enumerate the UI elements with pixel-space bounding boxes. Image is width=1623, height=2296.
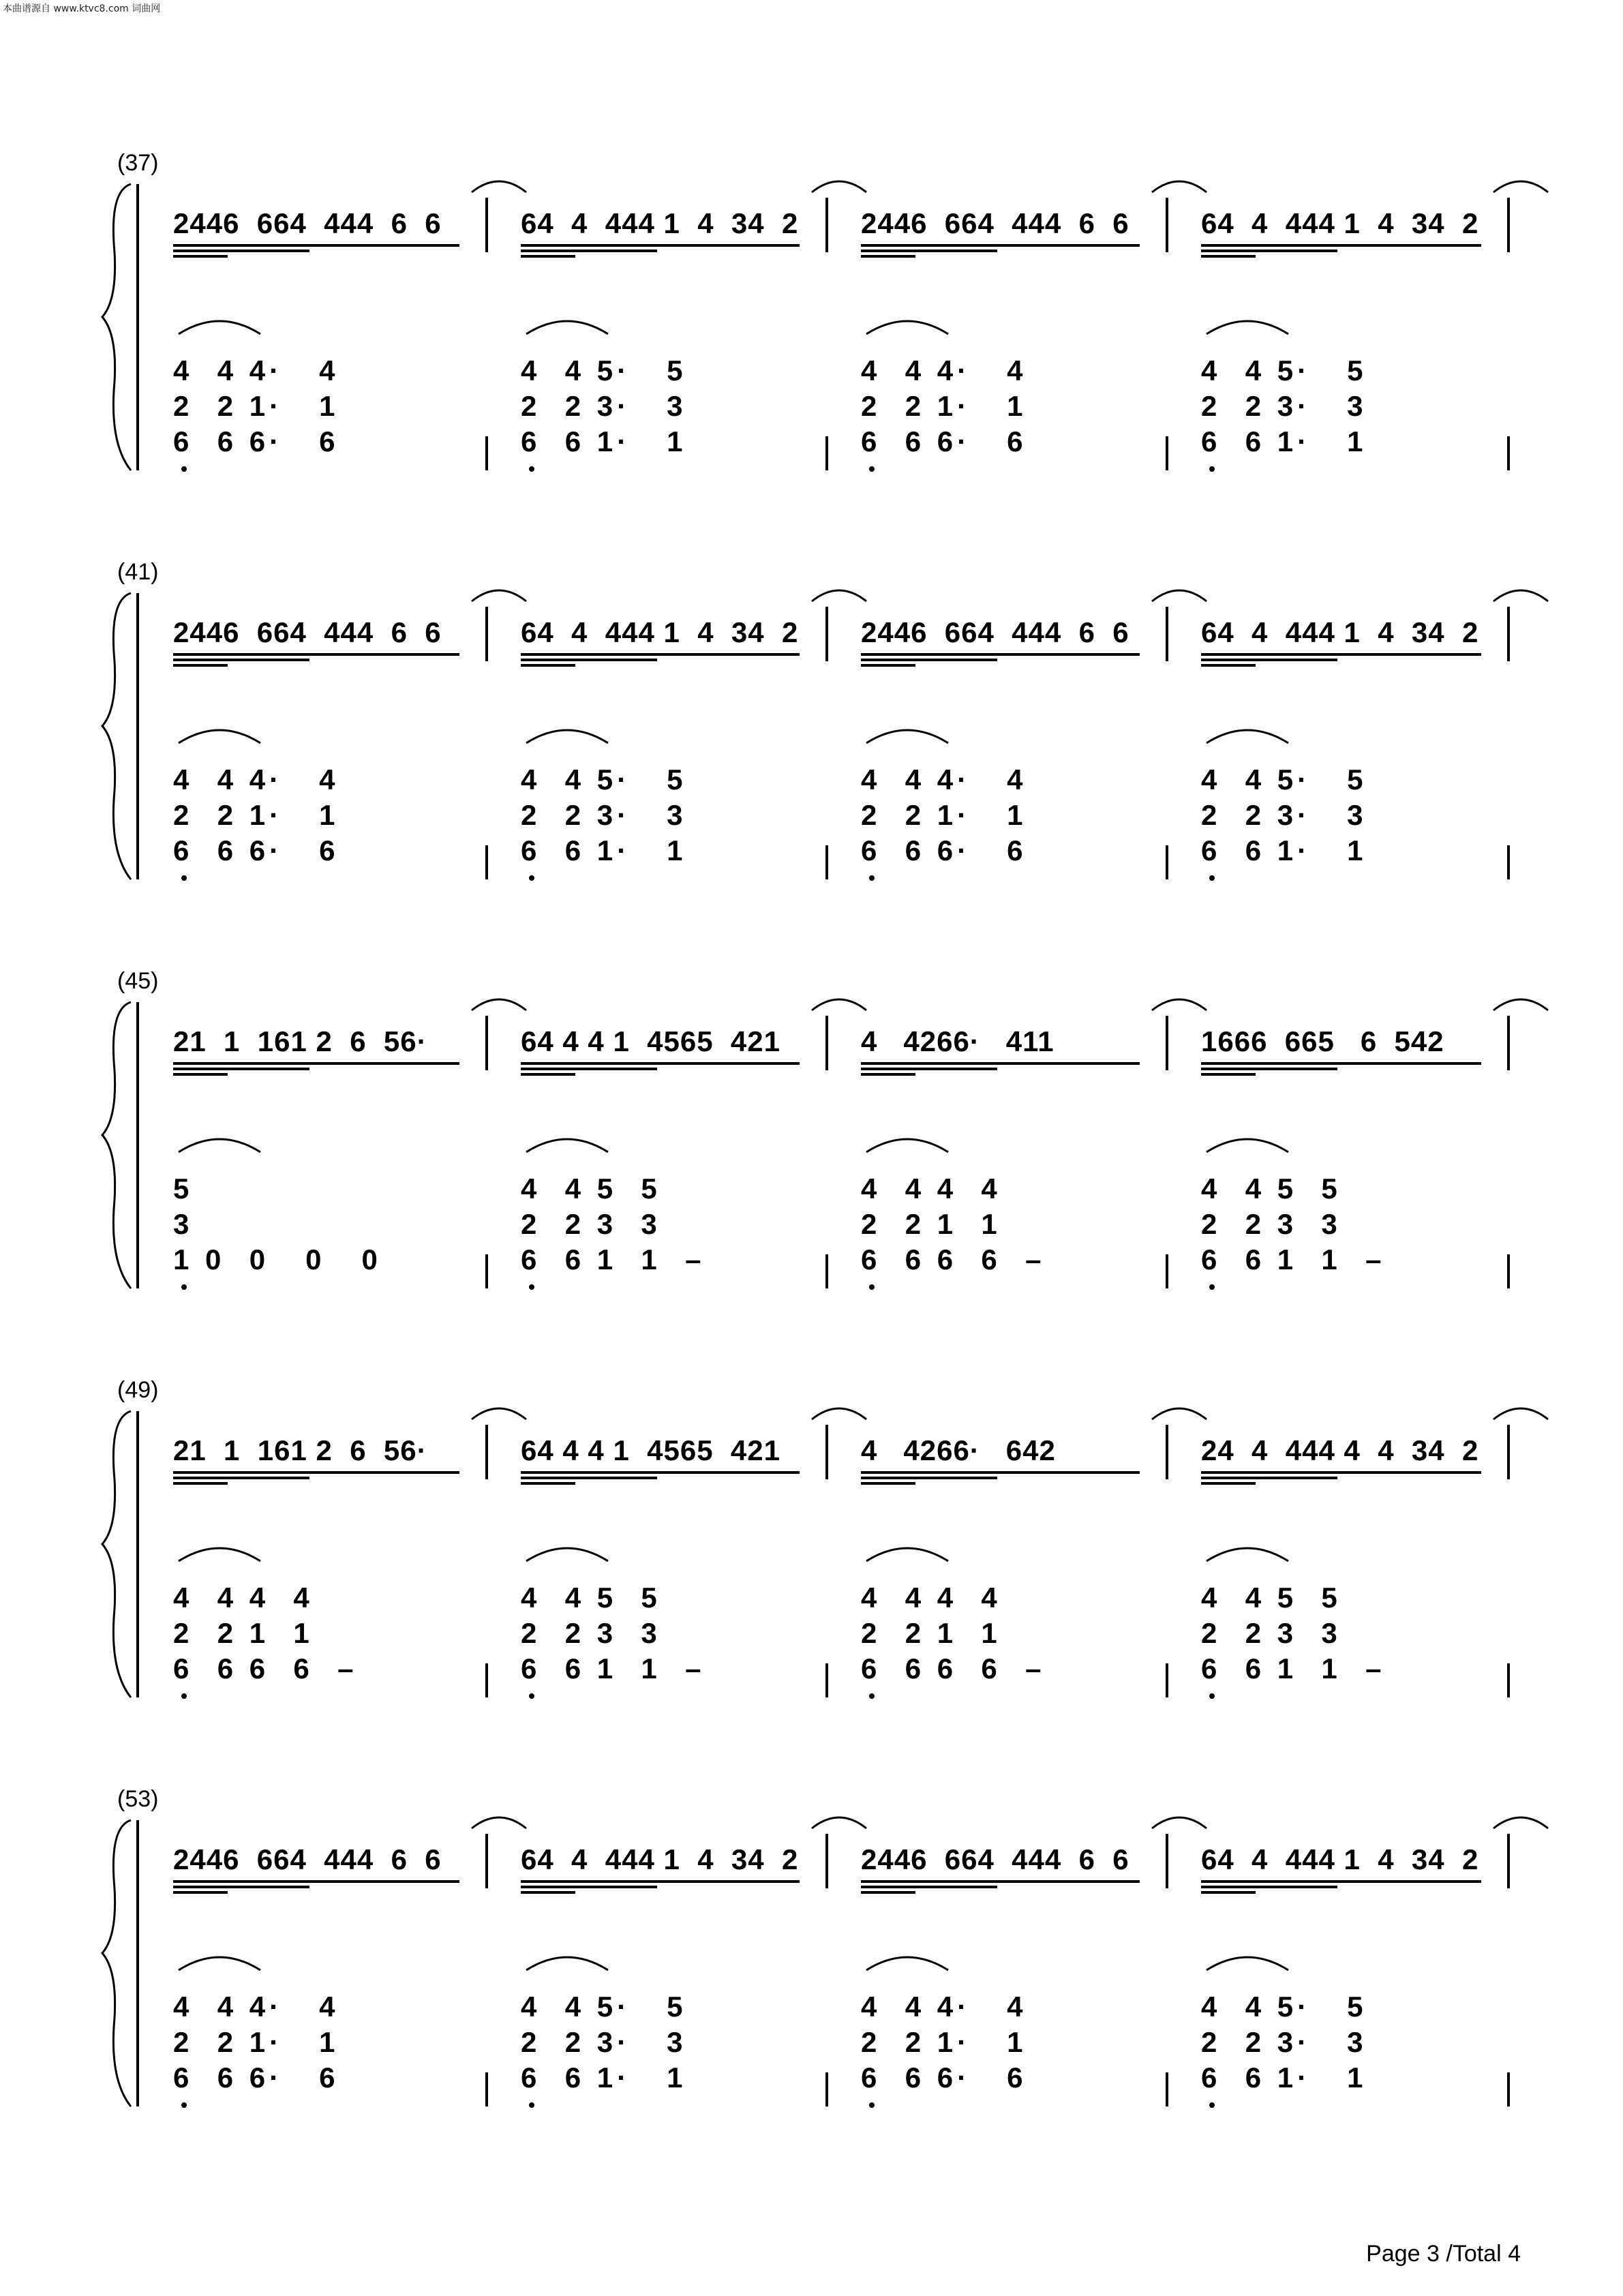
slur bbox=[179, 730, 260, 743]
octave-dot bbox=[181, 875, 187, 881]
beam bbox=[521, 653, 800, 656]
beam bbox=[521, 255, 575, 258]
tie bbox=[812, 590, 866, 601]
treble-notes: 21 1 161 2 6 56· bbox=[173, 1025, 427, 1057]
beam bbox=[521, 664, 575, 667]
bass-upper-notes: 4 4 4· 4 bbox=[173, 354, 339, 387]
tie bbox=[1493, 1408, 1548, 1419]
beam bbox=[861, 1477, 997, 1479]
score-system bbox=[0, 1377, 1623, 1759]
beam bbox=[861, 1471, 1140, 1474]
tie bbox=[472, 590, 526, 601]
bass-middle-notes: 2 2 3 3 bbox=[521, 1208, 661, 1240]
tie bbox=[1152, 1817, 1207, 1828]
bass-middle-notes: 2 2 3 3 bbox=[521, 1617, 661, 1649]
bass-upper-notes: 4 4 5· 5 bbox=[1201, 1991, 1367, 2023]
octave-dot bbox=[869, 2102, 875, 2108]
slur bbox=[179, 1548, 260, 1561]
treble-notes: 64 4 444 1 4 34 2 bbox=[1201, 1843, 1479, 1875]
beam bbox=[173, 1880, 459, 1883]
treble-notes: 1666 665 6 542 bbox=[1201, 1025, 1444, 1057]
slur bbox=[1207, 730, 1288, 743]
bass-middle-notes: 2 2 1 1 bbox=[861, 1617, 1001, 1649]
tie bbox=[1493, 590, 1548, 601]
beam bbox=[173, 659, 309, 661]
beam bbox=[173, 244, 459, 247]
beam bbox=[1201, 664, 1256, 667]
score-system bbox=[0, 1786, 1623, 2168]
octave-dot bbox=[869, 1284, 875, 1290]
beam bbox=[521, 1471, 800, 1474]
bass-middle-notes: 2 2 3 3 bbox=[1201, 1208, 1341, 1240]
beam bbox=[1201, 244, 1481, 247]
measure-number: (45) bbox=[117, 968, 159, 994]
beam bbox=[861, 1886, 997, 1888]
octave-dot bbox=[869, 1693, 875, 1699]
beam bbox=[173, 653, 459, 656]
treble-notes: 4 4266· 411 bbox=[861, 1025, 1055, 1057]
tie bbox=[1493, 999, 1548, 1010]
beam bbox=[173, 1068, 309, 1070]
octave-dot bbox=[1209, 875, 1215, 881]
treble-notes: 64 4 444 1 4 34 2 bbox=[1201, 616, 1479, 648]
bass-lower-notes: 6 6 6· 6 bbox=[861, 425, 1027, 457]
treble-notes: 4 4266· 642 bbox=[861, 1434, 1056, 1466]
treble-notes: 2446 664 444 6 6 bbox=[861, 207, 1129, 239]
bass-upper-notes: 4 4 4· 4 bbox=[173, 764, 339, 796]
beam bbox=[173, 1062, 459, 1065]
tie bbox=[1493, 1817, 1548, 1828]
bass-lower-notes: 6 6 6 6 – bbox=[173, 1652, 358, 1685]
treble-notes: 64 4 4 1 4565 421 bbox=[521, 1025, 780, 1057]
beam bbox=[521, 244, 800, 247]
octave-dot bbox=[181, 2102, 187, 2108]
treble-notes: 21 1 161 2 6 56· bbox=[173, 1434, 427, 1466]
bass-lower-notes: 6 6 6· 6 bbox=[861, 2061, 1027, 2094]
octave-dot bbox=[529, 466, 534, 472]
beam bbox=[861, 255, 915, 258]
bass-upper-notes: 5 bbox=[173, 1173, 194, 1205]
bass-lower-notes: 6 6 1· 1 bbox=[1201, 425, 1367, 457]
octave-dot bbox=[529, 875, 534, 881]
tie bbox=[472, 1817, 526, 1828]
octave-dot bbox=[181, 466, 187, 472]
beam bbox=[1201, 1068, 1337, 1070]
beam bbox=[861, 1062, 1140, 1065]
bass-middle-notes: 2 2 3· 3 bbox=[1201, 799, 1367, 831]
slur bbox=[526, 1548, 608, 1561]
octave-dot bbox=[529, 1693, 534, 1699]
beam bbox=[173, 1886, 309, 1888]
beam bbox=[861, 1068, 997, 1070]
bass-upper-notes: 4 4 4 4 bbox=[861, 1582, 1001, 1614]
beam bbox=[521, 1891, 575, 1894]
slur bbox=[179, 1957, 260, 1970]
treble-notes: 64 4 444 1 4 34 2 bbox=[521, 616, 799, 648]
bass-lower-notes: 6 6 1 1 – bbox=[521, 1243, 706, 1275]
tie bbox=[1493, 181, 1548, 192]
beam bbox=[1201, 1886, 1337, 1888]
tie bbox=[1152, 181, 1207, 192]
octave-dot bbox=[529, 1284, 534, 1290]
beam bbox=[1201, 1482, 1256, 1485]
beam bbox=[521, 1482, 575, 1485]
measure-number: (53) bbox=[117, 1786, 159, 1812]
bass-upper-notes: 4 4 5· 5 bbox=[521, 1991, 687, 2023]
page-number: Page 3 /Total 4 bbox=[1366, 2241, 1521, 2267]
brace bbox=[102, 593, 131, 879]
octave-dot bbox=[1209, 466, 1215, 472]
bass-upper-notes: 4 4 4· 4 bbox=[173, 1991, 339, 2023]
beam bbox=[173, 664, 228, 667]
beam bbox=[861, 653, 1140, 656]
octave-dot bbox=[1209, 1693, 1215, 1699]
bass-lower-notes: 6 6 1· 1 bbox=[1201, 2061, 1367, 2094]
treble-notes: 64 4 444 1 4 34 2 bbox=[1201, 207, 1479, 239]
treble-notes: 2446 664 444 6 6 bbox=[861, 1843, 1129, 1875]
octave-dot bbox=[181, 1284, 187, 1290]
beam bbox=[861, 250, 997, 252]
treble-notes: 2446 664 444 6 6 bbox=[861, 616, 1129, 648]
slur bbox=[1207, 1957, 1288, 1970]
beam bbox=[173, 250, 309, 252]
tie bbox=[812, 999, 866, 1010]
score-system bbox=[0, 559, 1623, 941]
brace bbox=[102, 1002, 131, 1288]
treble-notes: 64 4 444 1 4 34 2 bbox=[521, 1843, 799, 1875]
bass-middle-notes: 2 2 1· 1 bbox=[173, 799, 339, 831]
bass-lower-notes: 6 6 6 6 – bbox=[861, 1243, 1046, 1275]
bass-upper-notes: 4 4 4· 4 bbox=[861, 764, 1027, 796]
bass-middle-notes: 2 2 3· 3 bbox=[1201, 390, 1367, 422]
measure-number: (41) bbox=[117, 559, 159, 585]
brace bbox=[102, 1820, 131, 2106]
beam bbox=[1201, 255, 1256, 258]
beam bbox=[861, 664, 915, 667]
beam bbox=[1201, 250, 1337, 252]
beam bbox=[521, 1880, 800, 1883]
beam bbox=[861, 1891, 915, 1894]
bass-middle-notes: 2 2 1 1 bbox=[861, 1208, 1001, 1240]
bass-middle-notes: 2 2 1· 1 bbox=[173, 390, 339, 422]
bass-middle-notes: 3 bbox=[173, 1208, 194, 1240]
beam bbox=[173, 255, 228, 258]
octave-dot bbox=[1209, 1284, 1215, 1290]
beam bbox=[173, 1477, 309, 1479]
octave-dot bbox=[1209, 2102, 1215, 2108]
slur bbox=[866, 1139, 948, 1152]
octave-dot bbox=[869, 875, 875, 881]
beam bbox=[861, 1880, 1140, 1883]
octave-dot bbox=[529, 2102, 534, 2108]
bass-lower-notes: 6 6 1· 1 bbox=[521, 2061, 687, 2094]
slur bbox=[866, 1548, 948, 1561]
bass-middle-notes: 2 2 1 1 bbox=[173, 1617, 314, 1649]
bass-upper-notes: 4 4 5 5 bbox=[1201, 1173, 1341, 1205]
beam bbox=[861, 1073, 915, 1076]
beam bbox=[173, 1482, 228, 1485]
treble-notes: 2446 664 444 6 6 bbox=[173, 1843, 442, 1875]
bass-upper-notes: 4 4 5 5 bbox=[1201, 1582, 1341, 1614]
bass-upper-notes: 4 4 5· 5 bbox=[1201, 354, 1367, 387]
bass-upper-notes: 4 4 5· 5 bbox=[521, 764, 687, 796]
treble-notes: 64 4 444 1 4 34 2 bbox=[521, 207, 799, 239]
bass-upper-notes: 4 4 5 5 bbox=[521, 1173, 661, 1205]
measure-number: (49) bbox=[117, 1377, 159, 1403]
brace bbox=[102, 184, 131, 470]
tie bbox=[812, 1408, 866, 1419]
beam bbox=[173, 1471, 459, 1474]
tie bbox=[472, 1408, 526, 1419]
bass-lower-notes: 6 6 1 1 – bbox=[521, 1652, 706, 1685]
beam bbox=[1201, 1471, 1481, 1474]
score-system bbox=[0, 150, 1623, 532]
beam bbox=[521, 1068, 657, 1070]
bass-middle-notes: 2 2 1· 1 bbox=[861, 2026, 1027, 2058]
treble-notes: 2446 664 444 6 6 bbox=[173, 616, 442, 648]
beam bbox=[1201, 1891, 1256, 1894]
tie bbox=[812, 1817, 866, 1828]
bass-middle-notes: 2 2 1· 1 bbox=[173, 2026, 339, 2058]
brace bbox=[102, 1411, 131, 1697]
beam bbox=[1201, 659, 1337, 661]
tie bbox=[1152, 999, 1207, 1010]
beam bbox=[173, 1073, 228, 1076]
source-watermark: 本曲谱源自 www.ktvc8.com 词曲网 bbox=[3, 3, 161, 14]
bass-middle-notes: 2 2 3· 3 bbox=[521, 390, 687, 422]
tie bbox=[812, 181, 866, 192]
beam bbox=[861, 244, 1140, 247]
bass-middle-notes: 2 2 3· 3 bbox=[1201, 2026, 1367, 2058]
slur bbox=[1207, 321, 1288, 334]
slur bbox=[866, 321, 948, 334]
beam bbox=[1201, 1477, 1337, 1479]
bass-middle-notes: 2 2 1· 1 bbox=[861, 799, 1027, 831]
bass-upper-notes: 4 4 4 4 bbox=[861, 1173, 1001, 1205]
bass-lower-notes: 6 6 6· 6 bbox=[173, 2061, 339, 2094]
slur bbox=[179, 1139, 260, 1152]
beam bbox=[861, 659, 997, 661]
bass-middle-notes: 2 2 3· 3 bbox=[521, 799, 687, 831]
score-system bbox=[0, 968, 1623, 1350]
treble-notes: 64 4 4 1 4565 421 bbox=[521, 1434, 780, 1466]
tie bbox=[1152, 590, 1207, 601]
bass-upper-notes: 4 4 5· 5 bbox=[1201, 764, 1367, 796]
treble-notes: 24 4 444 4 4 34 2 bbox=[1201, 1434, 1479, 1466]
slur bbox=[526, 1957, 608, 1970]
slur bbox=[179, 321, 260, 334]
beam bbox=[1201, 1062, 1481, 1065]
bass-upper-notes: 4 4 5· 5 bbox=[521, 354, 687, 387]
beam bbox=[1201, 1073, 1256, 1076]
bass-upper-notes: 4 4 4· 4 bbox=[861, 354, 1027, 387]
beam bbox=[1201, 653, 1481, 656]
measure-number: (37) bbox=[117, 150, 159, 176]
beam bbox=[173, 1891, 228, 1894]
beam bbox=[521, 1886, 657, 1888]
beam bbox=[521, 250, 657, 252]
bass-lower-notes: 6 6 1· 1 bbox=[521, 834, 687, 866]
slur bbox=[526, 1139, 608, 1152]
beam bbox=[521, 1477, 657, 1479]
slur bbox=[866, 1957, 948, 1970]
tie bbox=[472, 999, 526, 1010]
bass-upper-notes: 4 4 4· 4 bbox=[861, 1991, 1027, 2023]
bass-lower-notes: 6 6 1· 1 bbox=[1201, 834, 1367, 866]
bass-lower-notes: 6 6 6· 6 bbox=[173, 425, 339, 457]
bass-lower-notes: 1 0 0 0 0 bbox=[173, 1243, 382, 1275]
bass-lower-notes: 6 6 1· 1 bbox=[521, 425, 687, 457]
bass-lower-notes: 6 6 1 1 – bbox=[1201, 1243, 1386, 1275]
bass-middle-notes: 2 2 3 3 bbox=[1201, 1617, 1341, 1649]
beam bbox=[1201, 1880, 1481, 1883]
beam bbox=[861, 1482, 915, 1485]
beam bbox=[521, 1073, 575, 1076]
tie bbox=[1152, 1408, 1207, 1419]
octave-dot bbox=[181, 1693, 187, 1699]
bass-lower-notes: 6 6 1 1 – bbox=[1201, 1652, 1386, 1685]
slur bbox=[1207, 1139, 1288, 1152]
bass-lower-notes: 6 6 6· 6 bbox=[173, 834, 339, 866]
beam bbox=[521, 1062, 800, 1065]
slur bbox=[1207, 1548, 1288, 1561]
treble-notes: 2446 664 444 6 6 bbox=[173, 207, 442, 239]
bass-middle-notes: 2 2 3· 3 bbox=[521, 2026, 687, 2058]
bass-lower-notes: 6 6 6 6 – bbox=[861, 1652, 1046, 1685]
octave-dot bbox=[869, 466, 875, 472]
slur bbox=[526, 730, 608, 743]
bass-upper-notes: 4 4 4 4 bbox=[173, 1582, 314, 1614]
bass-upper-notes: 4 4 5 5 bbox=[521, 1582, 661, 1614]
slur bbox=[866, 730, 948, 743]
beam bbox=[521, 659, 657, 661]
slur bbox=[526, 321, 608, 334]
tie bbox=[472, 181, 526, 192]
bass-middle-notes: 2 2 1· 1 bbox=[861, 390, 1027, 422]
bass-lower-notes: 6 6 6· 6 bbox=[861, 834, 1027, 866]
